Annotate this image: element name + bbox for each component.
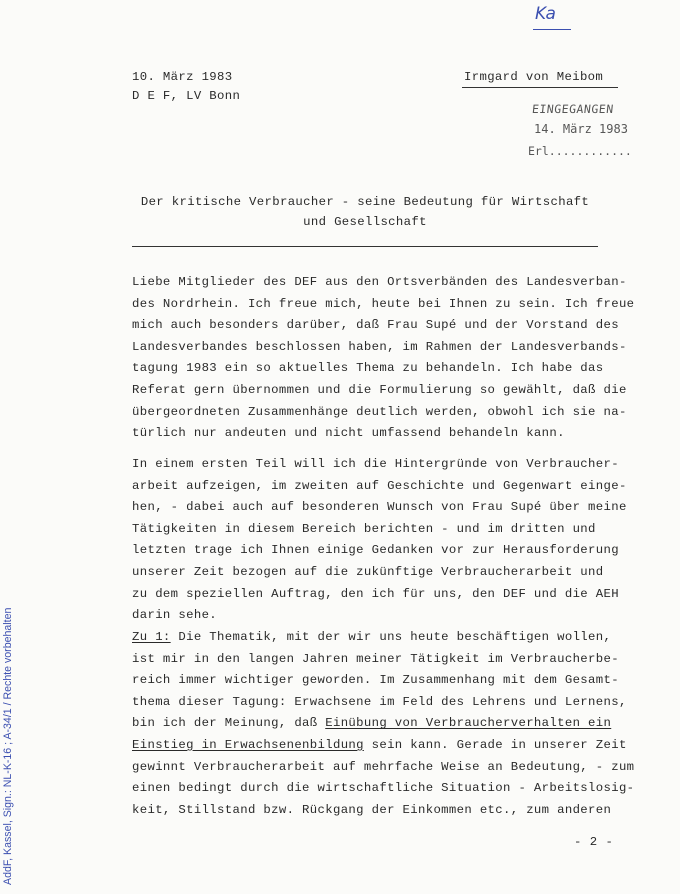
text-line: mich auch besonders darüber, daß Frau Supé und der Vorstand des: [132, 318, 619, 333]
organization-line: D E F, LV Bonn: [132, 89, 241, 103]
page-number: - 2 -: [574, 835, 614, 849]
title-line-2: und Gesellschaft: [303, 215, 427, 229]
section-1-first-line: [132, 627, 632, 649]
text-line: gewinnt Verbraucherarbeit auf mehrfache Weise an Bedeutung, - zum: [132, 759, 635, 774]
stamp-received-label: EINGEGANGEN: [531, 102, 615, 116]
text-line: reich immer wichtiger geworden. Im Zusammenhang mit dem Gesamt-: [132, 673, 619, 688]
section-label: Zu 1:: [132, 630, 171, 644]
text-line-mixed: [132, 735, 632, 757]
handwritten-initials: Ka: [535, 4, 556, 24]
title-line-1: Der kritische Verbraucher - seine Bedeutung für Wirtschaft: [140, 195, 590, 209]
text-line: übergeordneten Zusammenhänge deutlich werden, obwohl ich sie na-: [132, 404, 627, 419]
received-stamp: [528, 98, 632, 168]
text-line: tagung 1983 ein so aktuelles Thema zu behandeln. Ich habe das: [132, 361, 604, 376]
text-line: Referat gern übernommen und die Formulierung so gewählt, daß die: [132, 382, 627, 397]
text-line: thema dieser Tagung: Erwachsene im Feld des Lehrens und Lernens,: [132, 694, 627, 709]
paragraph-intro: [132, 272, 635, 445]
stamp-date: 14. März 1983: [534, 122, 628, 136]
text-line: des Nordrhein. Ich freue mich, heute bei Ihnen zu sein. Ich freue: [132, 296, 635, 311]
date-line: 10. März 1983: [132, 70, 233, 84]
initials-underline: [533, 29, 571, 30]
text-line: keit, Stillstand bzw. Rückgang der Einkommen etc., zum anderen: [132, 802, 612, 817]
text-line: Liebe Mitglieder des DEF aus den Ortsverbänden des Landesverban-: [132, 275, 627, 289]
text-line: letzten trage ich Ihnen einige Gedanken vor zur Herausforderung: [132, 543, 619, 558]
text-span: Die Thematik, mit der wir uns heute beschäftigen wollen,: [170, 630, 612, 644]
text-line: unserer Zeit bezogen auf die zukünftige Verbraucherarbeit und: [132, 564, 604, 579]
text-line: arbeit aufzeigen, im zweiten auf Geschichte und Gegenwart einge-: [132, 478, 627, 493]
author-underline: [462, 87, 618, 88]
text-line: Landesverbandes beschlossen haben, im Rahmen der Landesverbands-: [132, 339, 627, 354]
text-span: bin ich der Meinung, daß: [132, 716, 326, 731]
text-line: zu dem speziellen Auftrag, den ich für uns, den DEF und die AEH: [132, 586, 619, 601]
text-line: ist mir in den langen Jahren meiner Tätigkeit im Verbraucherbe-: [132, 651, 619, 666]
text-line-mixed: [132, 713, 632, 735]
section-1: [132, 627, 635, 821]
text-line: türlich nur andeuten und nicht umfassend behandeln kann.: [132, 426, 565, 441]
underlined-phrase: Einstieg in Erwachsenenbildung: [132, 737, 364, 752]
text-span: sein kann. Gerade in unserer Zeit: [363, 737, 627, 752]
archive-note: AddF, Kassel, Sign.: NL-K-16 ; A-34/1 / Rechte vorbehalten: [2, 607, 14, 885]
text-line: hen, - dabei auch auf besonderen Wunsch von Frau Supé über meine: [132, 500, 627, 515]
stamp-done-line: Erl............: [528, 144, 632, 158]
paragraph-outline: [132, 454, 632, 627]
title-rule: [132, 246, 598, 247]
text-line: In einem ersten Teil will ich die Hintergründe von Verbraucher-: [132, 457, 619, 471]
text-line: Tätigkeiten in diesem Bereich berichten - und im dritten und: [132, 521, 596, 536]
text-line: darin sehe.: [132, 608, 218, 623]
author-name: Irmgard von Meibom: [464, 70, 604, 84]
text-line: einen bedingt durch die wirtschaftliche Situation - Arbeitslosig-: [132, 781, 635, 796]
underlined-phrase: Einübung von Verbraucherverhalten ein: [325, 716, 612, 731]
